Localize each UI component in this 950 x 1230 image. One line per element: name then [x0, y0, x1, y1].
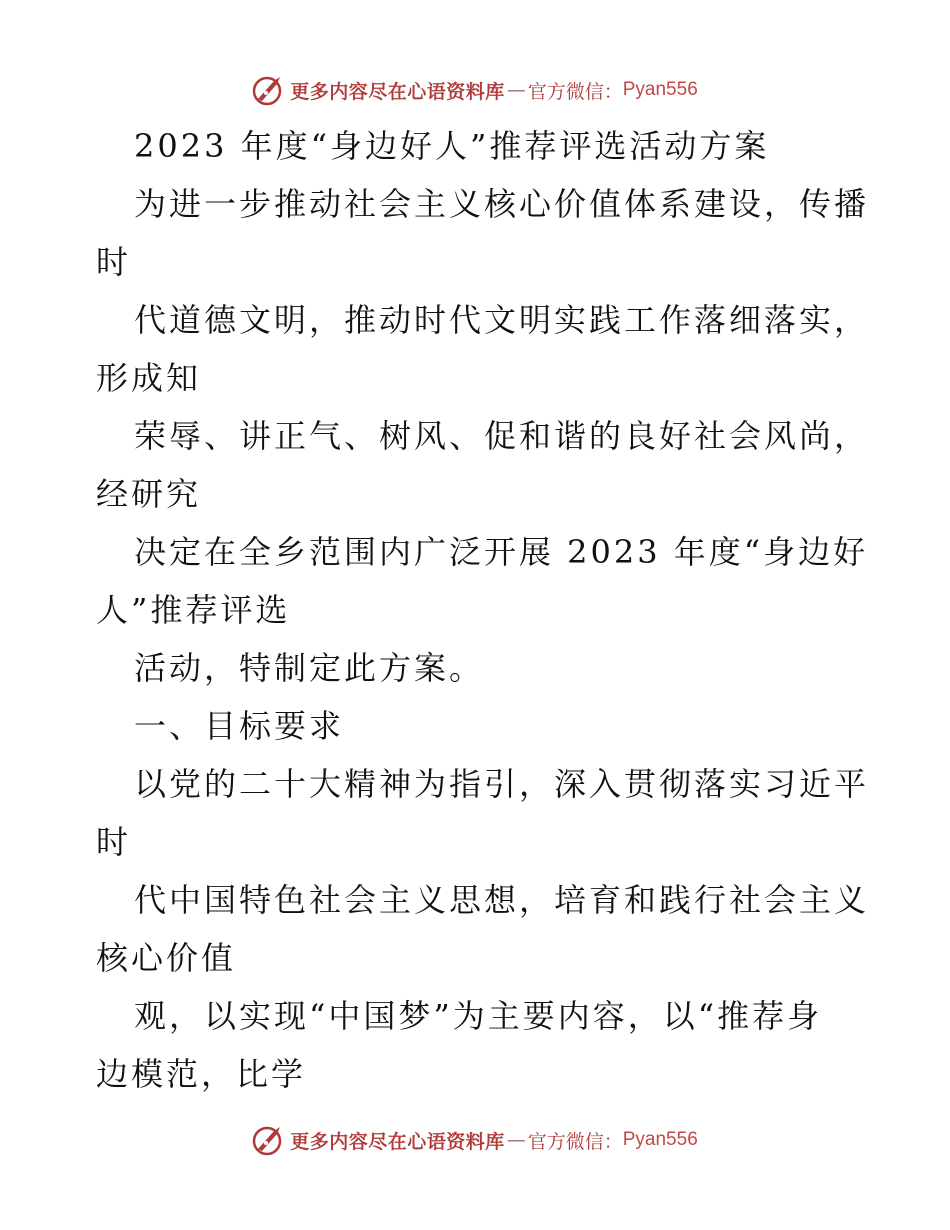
paragraph-line: 荣辱、讲正气、树风、促和谐的良好社会风尚，	[134, 417, 870, 455]
paragraph-line: 以党的二十大精神为指引，深入贯彻落实习近平	[134, 765, 870, 803]
paragraph-line: 代道德文明，推动时代文明实践工作落细落实，	[134, 301, 870, 339]
paragraph-line: 时	[96, 823, 132, 861]
paragraph-line: 观，以实现“中国梦”为主要内容，以“推荐身	[134, 997, 823, 1035]
paragraph-line: 活动，特制定此方案。	[134, 649, 485, 687]
paragraph-line: 决定在全乡范围内广泛开展 2023 年度“身边好	[134, 533, 869, 571]
section-heading: 一、目标要求	[134, 707, 345, 745]
banner-wechat-label: 官方微信：	[527, 80, 623, 103]
banner-dash: —	[506, 1129, 526, 1151]
paragraph-line: 核心价值	[96, 939, 237, 977]
banner-site-text: 更多内容尽在心语资料库	[290, 1130, 505, 1153]
paragraph-line: 时	[96, 243, 132, 281]
paragraph-line: 经研究	[96, 475, 202, 513]
banner-dash: —	[506, 79, 526, 101]
paragraph-line: 人”推荐评选	[96, 591, 291, 629]
banner-wechat-label: 官方微信：	[527, 1130, 623, 1153]
banner-site-text: 更多内容尽在心语资料库	[290, 80, 505, 103]
banner-wechat-id: Pyan556	[622, 79, 698, 100]
banner-wechat-id: Pyan556	[622, 1129, 698, 1150]
paragraph-line: 形成知	[96, 359, 202, 397]
paragraph-line: 为进一步推动社会主义核心价值体系建设，传播	[134, 185, 870, 223]
document-body	[0, 117, 950, 1103]
document-title: 2023 年度“身边好人”推荐评选活动方案	[134, 127, 770, 165]
header-watermark-banner	[0, 70, 950, 110]
pen-nib-logo-icon	[252, 73, 286, 107]
footer-watermark-banner	[0, 1120, 950, 1160]
pen-nib-logo-icon	[252, 1123, 286, 1157]
paragraph-line: 边模范，比学	[96, 1055, 307, 1093]
paragraph-line: 代中国特色社会主义思想，培育和践行社会主义	[134, 881, 870, 919]
